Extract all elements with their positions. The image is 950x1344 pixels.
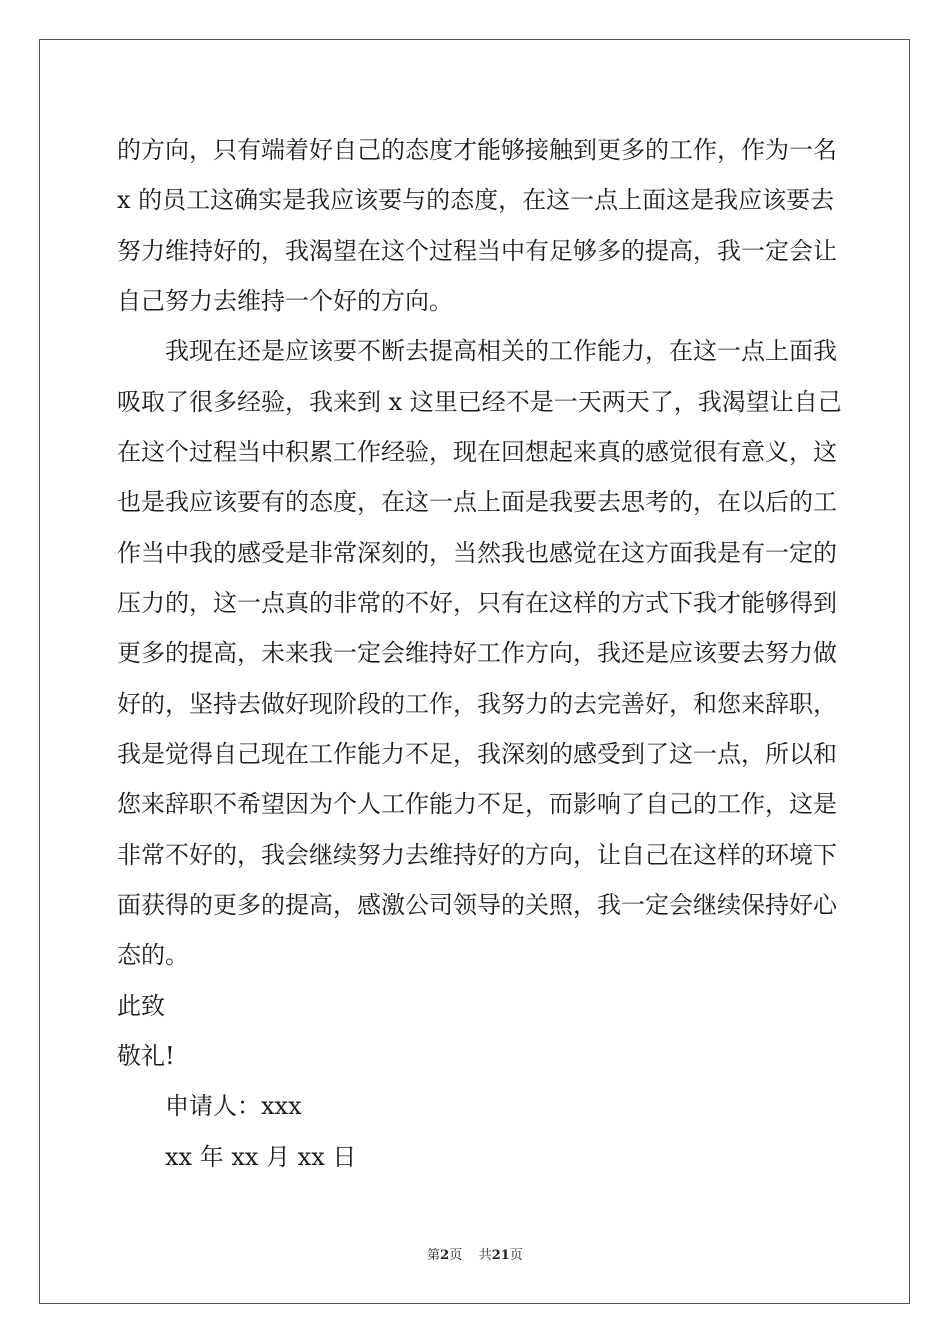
paragraph-line: 面获得的更多的提高，感激公司领导的关照，我一定会继续保持好心: [117, 891, 837, 919]
paragraph-line: 吸取了很多经验，我来到 x 这里已经不是一天两天了，我渴望让自己: [117, 388, 842, 416]
paragraph-line: 努力维持好的，我渴望在这个过程当中有足够多的提高，我一定会让: [117, 237, 837, 265]
current-page-number: 2: [440, 1248, 450, 1263]
paragraph-line: 的方向，只有端着好自己的态度才能够接触到更多的工作，作为一名: [117, 136, 837, 164]
total-unit: 页: [509, 1248, 523, 1263]
paragraph-line: 也是我应该要有的态度，在这一点上面是我要去思考的，在以后的工: [117, 488, 837, 516]
paragraph-line: 您来辞职不希望因为个人工作能力不足，而影响了自己的工作，这是: [117, 790, 837, 818]
paragraph-line: 在这个过程当中积累工作经验，现在回想起来真的感觉很有意义，这: [117, 438, 837, 466]
paragraph-line: 压力的，这一点真的非常的不好，只有在这样的方式下我才能够得到: [117, 589, 837, 617]
total-page-number: 21: [491, 1248, 510, 1263]
applicant-signature: 申请人：xxx: [165, 1092, 302, 1120]
paragraph-line: 我现在还是应该要不断去提高相关的工作能力，在这一点上面我: [165, 337, 837, 365]
paragraph-line: x 的员工这确实是我应该要与的态度，在这一点上面这是我应该要去: [117, 186, 835, 214]
paragraph-line: 非常不好的，我会继续努力去维持好的方向，让自己在这样的环境下: [117, 841, 837, 869]
salutation-text: 敬礼!: [117, 1042, 175, 1070]
page-footer: [0, 1248, 950, 1264]
page-prefix: 第: [427, 1248, 441, 1263]
paragraph-line: 作当中我的感受是非常深刻的，当然我也感觉在这方面我是有一定的: [117, 539, 837, 567]
paragraph-line: 好的，坚持去做好现阶段的工作，我努力的去完善好，和您来辞职，: [117, 690, 837, 718]
closing-text: 此致: [117, 992, 165, 1020]
date-line: xx 年 xx 月 xx 日: [165, 1143, 357, 1171]
total-prefix: 共: [478, 1248, 492, 1263]
paragraph-line: 更多的提高，未来我一定会维持好工作方向，我还是应该要去努力做: [117, 639, 837, 667]
paragraph-line: 态的。: [117, 941, 189, 969]
paragraph-line: 我是觉得自己现在工作能力不足，我深刻的感受到了这一点，所以和: [117, 740, 837, 768]
page-unit: 页: [449, 1248, 463, 1263]
paragraph-line: 自己努力去维持一个好的方向。: [117, 287, 453, 315]
